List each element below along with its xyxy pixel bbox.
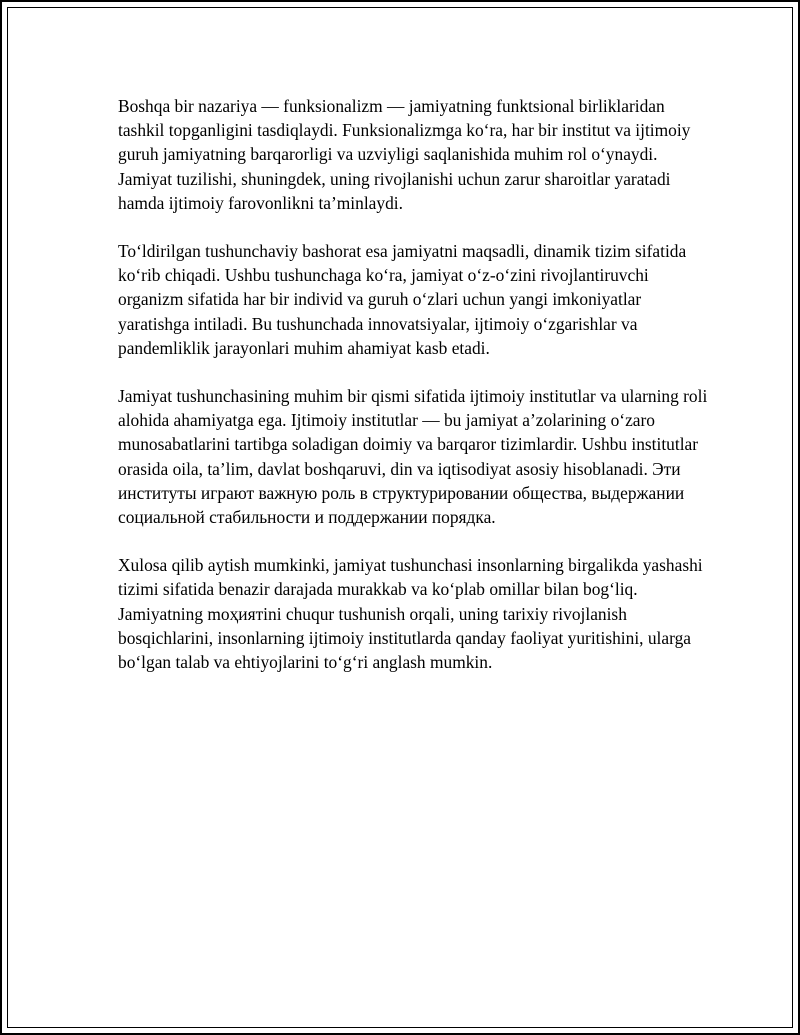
- paragraph-functionalism: Boshqa bir nazariya — funksionalizm — jamiyatning funktsional birliklaridan tashkil topganligini tasdiqlaydi. Funksionalizmga ko‘ra, har bir institut va ijtimoiy guruh jamiyatning barqarorligi va uzviyligi saqlanishida muhim rol o‘ynaydi. Jamiyat tuzilishi, shuningdek, uning rivojlanishi uchun zarur sharoitlar yaratadi hamda ijtimoiy farovonlikni ta’minlaydi.: [118, 96, 691, 213]
- document-body: [118, 94, 708, 698]
- paragraph-dynamic-system: To‘ldirilgan tushunchaviy bashorat esa jamiyatni maqsadli, dinamik tizim sifatida ko‘rib chiqadi. Ushbu tushunchaga ko‘ra, jamiyat o‘z-o‘zini rivojlantiruvchi organizm sifatida har bir individ va guruh o‘zlari uchun yangi imkoniyatlar yaratishga intiladi. Bu tushunchada innovatsiyalar, ijtimoiy o‘zgarishlar va pandemliklik jarayonlari muhim ahamiyat kasb etadi.: [118, 241, 687, 358]
- paragraph-social-institutions: Jamiyat tushunchasining muhim bir qismi sifatida ijtimoiy institutlar va ularning roli alohida ahamiyatga ega. Ijtimoiy institutlar — bu jamiyat a’zolarining o‘zaro munosabatlarini tartibga soladigan doimiy va barqaror tizimlardir. Ushbu institutlar orasida oila, ta’lim, davlat boshqaruvi, din va iqtisodiyat asosiy hisoblanadi. Эти институты играют важную роль в структурировании общества, выдержании социальной стабильности и поддержании порядка.: [118, 386, 708, 528]
- paragraph-conclusion: Xulosa qilib aytish mumkinki, jamiyat tushunchasi insonlarning birgalikda yashashi tizimi sifatida benazir darajada murakkab va ko‘plab omillar bilan bog‘liq. Jamiyatning moҳиятini chuqur tushunish orqali, uning tarixiy rivojlanish bosqichlarini, insonlarning ijtimoiy institutlarda qanday faoliyat yuritishini, ularga bo‘lgan talab va ehtiyojlarini to‘g‘ri anglash mumkin.: [118, 555, 703, 673]
